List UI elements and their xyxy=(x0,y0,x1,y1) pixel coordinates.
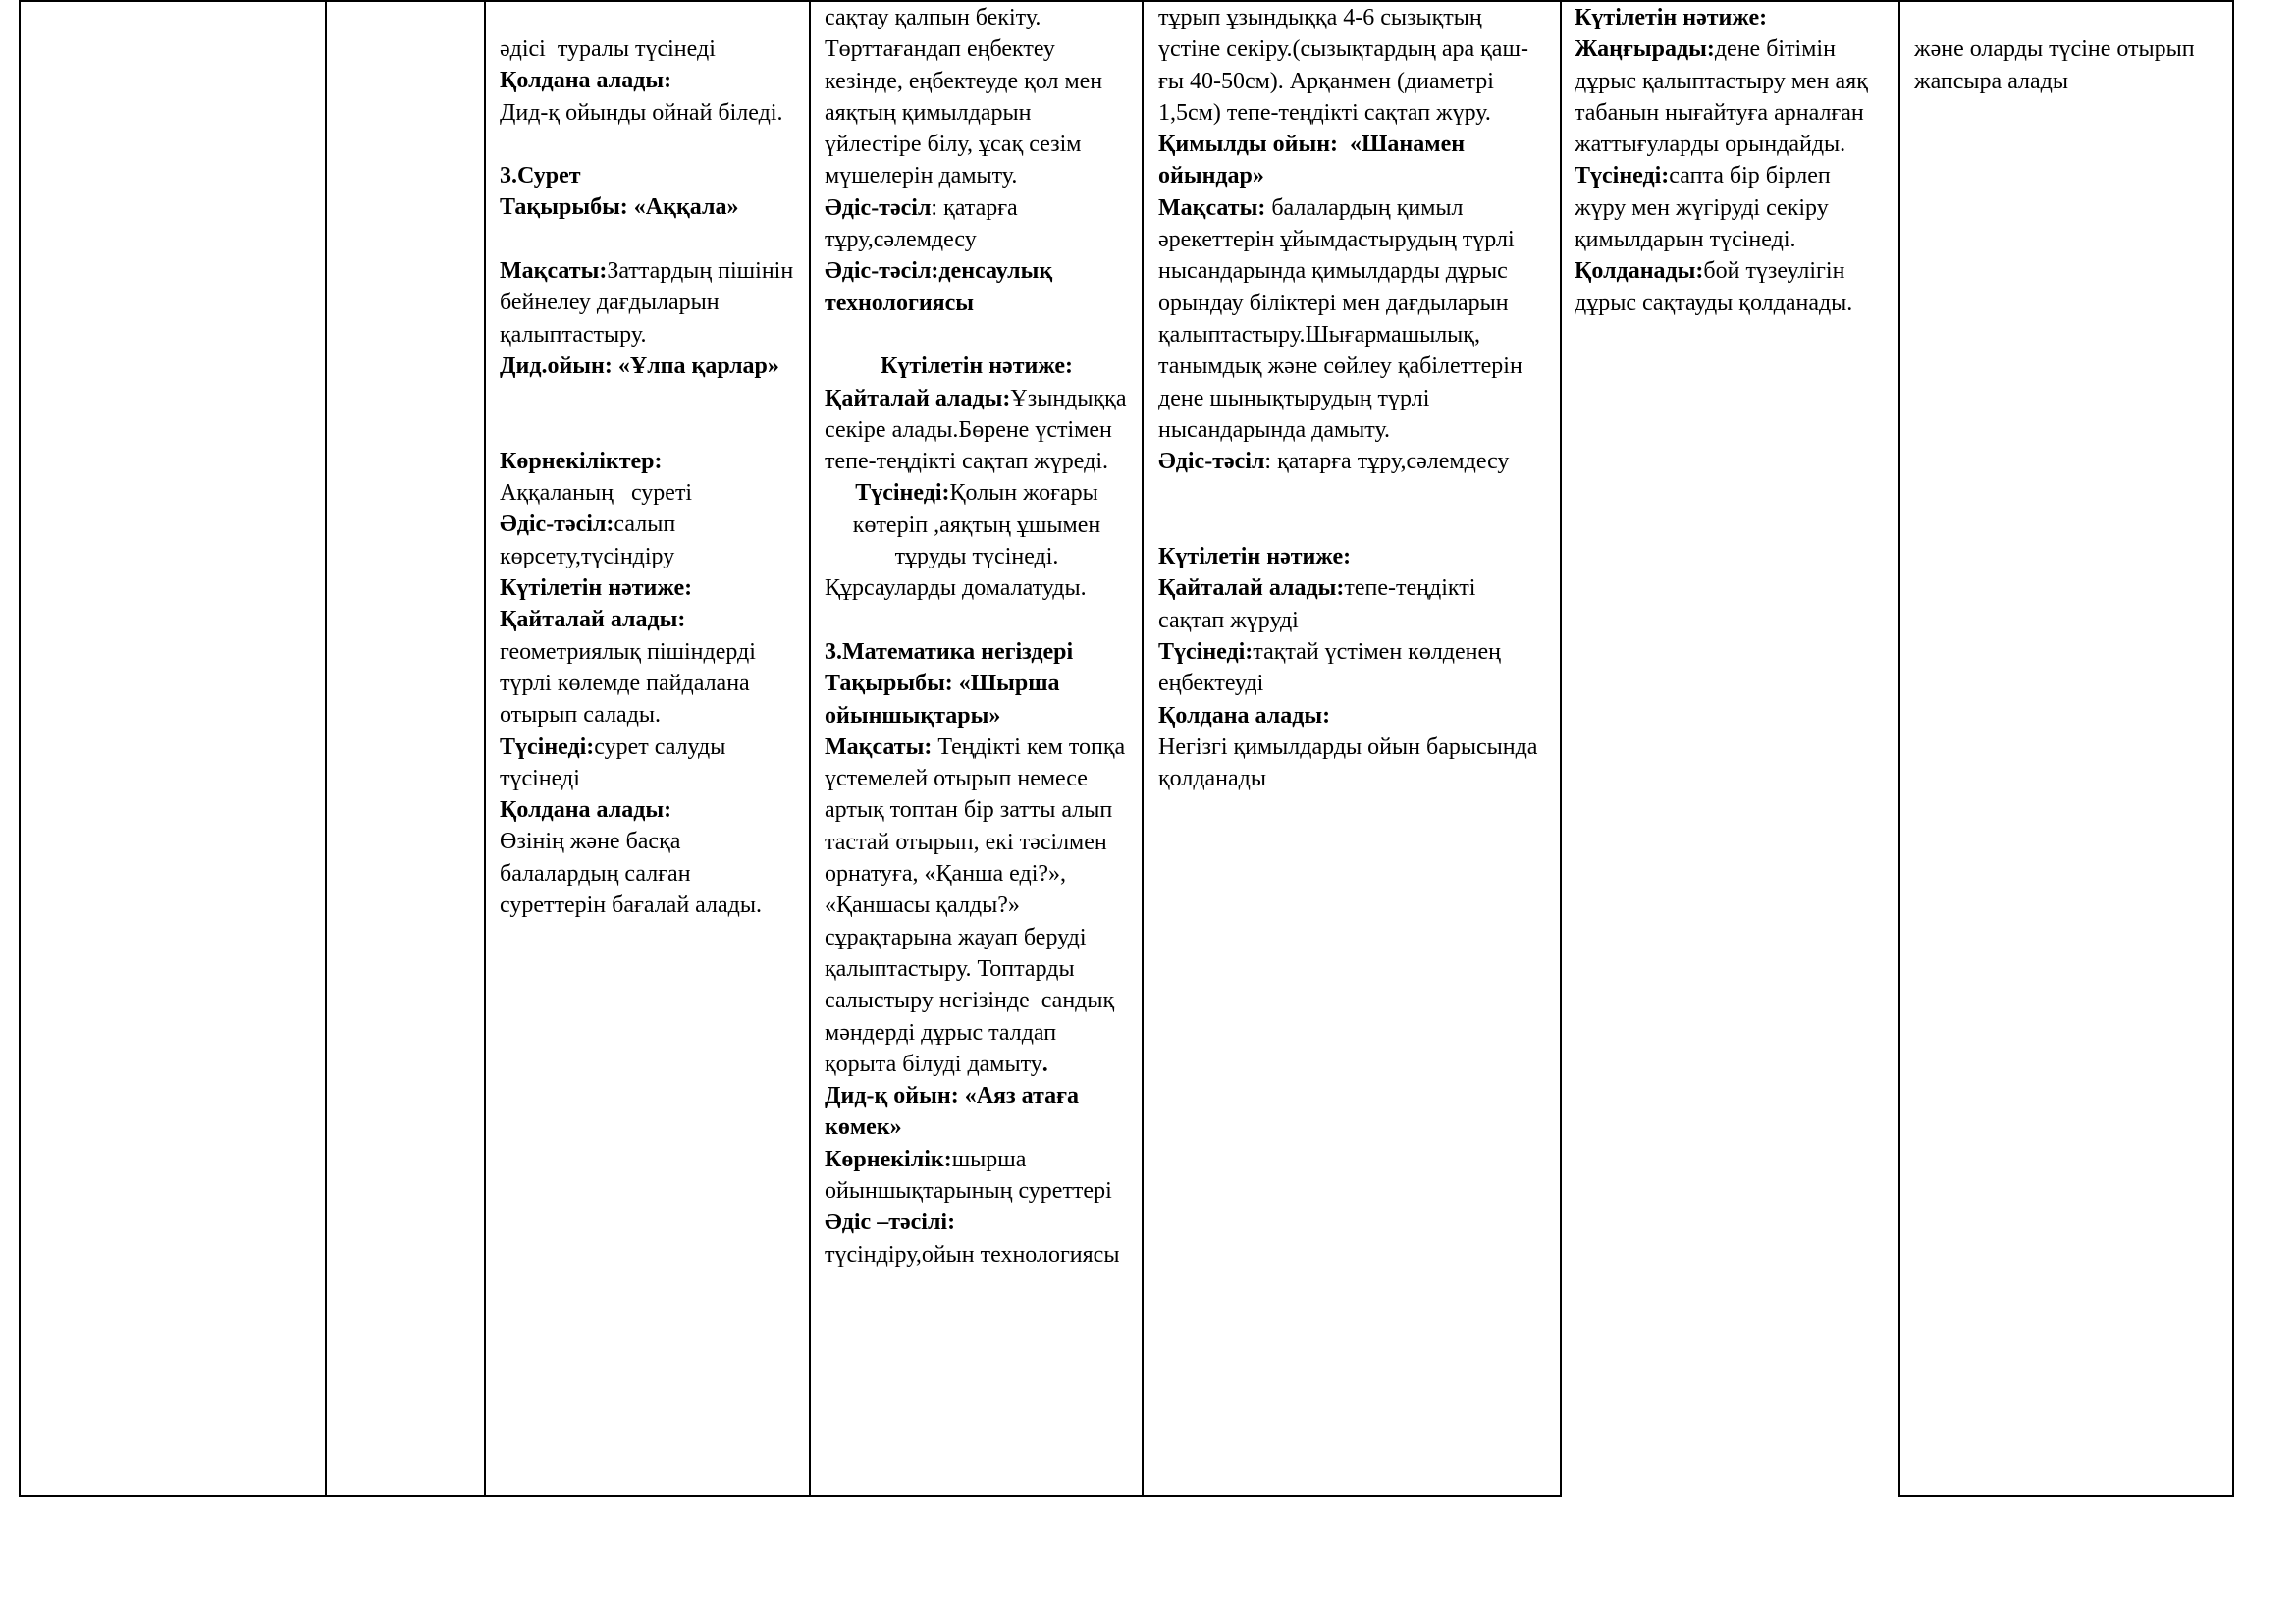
text-run: : қатарға тұру,сәлемдесу xyxy=(825,194,1024,253)
bold-label: Тақырыбы: «Шырша ойыншықтары» xyxy=(825,671,1066,729)
blank-line xyxy=(825,319,1129,351)
bold-label: Дид-қ ойын: «Аяз атаға көмек» xyxy=(825,1083,1086,1141)
cell-paragraph xyxy=(1158,446,1543,477)
cell-paragraph xyxy=(1158,731,1543,795)
blank-line xyxy=(1914,2,2226,33)
text-run: Өзінің және басқа балалардың салған суреттерін бағалай алады. xyxy=(500,829,762,919)
blank-line xyxy=(1158,477,1543,509)
table-border-left xyxy=(19,0,21,1497)
bold-label: Әдіс-тәсіл: xyxy=(500,512,614,538)
table-rule-col-1 xyxy=(325,0,327,1497)
cell-paragraph xyxy=(1158,636,1543,700)
blank-line xyxy=(825,605,1129,636)
text-run: дене бітімін дұрыс қалыптастыру мен аяқ табанын нығайтуға арналған жаттығуларды орындайды. xyxy=(1575,36,1874,158)
bold-label: . xyxy=(1041,1051,1048,1077)
bold-label: Қайталай алады: xyxy=(825,385,1011,411)
text-run: : қатарға тұру,сәлемдесу xyxy=(1264,449,1510,475)
bold-label: Түсінеді: xyxy=(855,480,950,507)
cell-paragraph xyxy=(500,351,794,382)
text-run: балалардың қимыл әрекеттерін ұйымдастырудың түрлі нысандарында қимылдарды дұрыс орындау біліктері мен дағдыларын қалыптастыру.Шығармашылық, танымдық және сөйлеу қабілеттерін дене шынықтырудың түрлі нысандарында дамыту. xyxy=(1158,194,1528,443)
text-run: шырша ойыншықтарының суреттері xyxy=(825,1146,1112,1204)
bold-label: Күтілетін нәтиже: xyxy=(880,353,1074,380)
bold-label: Қолдана алады: xyxy=(500,68,672,94)
cell-paragraph xyxy=(500,477,794,509)
table-cell-activity-physical xyxy=(1158,2,1543,794)
text-run: сапта бір бірлеп жүру мен жүгіруді секіру қимылдарын түсінеді. xyxy=(1575,163,1837,253)
table-border-bottom-left xyxy=(19,1495,1562,1497)
bold-label: Көрнекіліктер: xyxy=(500,448,663,474)
table-cell-activity-art xyxy=(500,33,800,921)
bold-label: Қолдана алады: xyxy=(500,797,672,824)
blank-line xyxy=(1158,510,1543,541)
bold-label: Түсінеді: xyxy=(1575,163,1670,189)
cell-paragraph xyxy=(825,351,1129,382)
cell-paragraph xyxy=(825,2,1129,192)
cell-paragraph xyxy=(500,826,794,921)
cell-paragraph xyxy=(825,668,1129,731)
cell-paragraph xyxy=(825,731,1132,1080)
table-cell-applique xyxy=(1914,2,2226,97)
table-rule-col-5 xyxy=(1560,0,1562,1497)
text-run: Ұзындыққа секіре алады.Бөрене үстімен тепе-теңдікті сақтап жүреді. xyxy=(825,385,1133,475)
cell-paragraph xyxy=(500,794,794,826)
text-run: Негізгі қимылдарды ойын барысында қолданады xyxy=(1158,733,1544,792)
cell-paragraph xyxy=(825,192,1129,256)
table-cell-activity-mathematics xyxy=(825,2,1133,1271)
table-cell-expected-results xyxy=(1575,2,1887,319)
table-cell-col-2 xyxy=(327,2,484,6)
cell-paragraph xyxy=(500,572,794,604)
cell-paragraph xyxy=(825,1144,1129,1208)
cell-paragraph xyxy=(825,1207,1129,1238)
cell-paragraph xyxy=(1575,255,1887,319)
bold-label: Жаңғырады: xyxy=(1575,36,1715,63)
bold-label: Дид.ойын: «Ұлпа қарлар» xyxy=(500,352,779,379)
cell-paragraph xyxy=(500,636,794,731)
table-rule-col-2 xyxy=(484,0,486,1497)
text-run: сақтау қалпын бекіту. Төрттағандап еңбектеу кезінде, еңбектеуде қол мен аяқтың қимылдарын үйлестіре білу, ұсақ сезім мүшелерін дамыту. xyxy=(825,5,1109,189)
cell-paragraph xyxy=(825,1080,1129,1144)
cell-paragraph xyxy=(825,255,1129,319)
cell-paragraph xyxy=(500,65,794,96)
bold-label: Әдіс-тәсіл:денсаулық технологиясы xyxy=(825,258,1059,316)
cell-paragraph xyxy=(825,1239,1129,1271)
bold-label: Мақсаты: xyxy=(825,733,933,760)
text-run: тұрып ұзындыққа 4-6 сызықтың үстіне секіру.(сызықтардың ара қаш-ғы 40-50см). Арқанмен (диаметрі 1,5см) тепе-теңдікті сақтап жүру. xyxy=(1158,5,1528,126)
cell-paragraph xyxy=(1575,160,1887,255)
bold-label: Күтілетін нәтиже: xyxy=(1575,5,1768,30)
bold-label: Мақсаты: xyxy=(500,258,608,285)
cell-paragraph xyxy=(500,160,794,191)
bold-label: Түсінеді: xyxy=(500,733,595,760)
cell-paragraph xyxy=(1158,2,1543,129)
bold-label: Әдіс –тәсілі: xyxy=(825,1210,956,1236)
text-run: Заттардың пішінін бейнелеу дағдыларын қалыптастыру. xyxy=(500,258,800,348)
cell-paragraph xyxy=(500,446,794,477)
cell-paragraph xyxy=(825,383,1133,478)
cell-paragraph xyxy=(1158,541,1543,572)
text-run: бой түзеулігін дұрыс сақтауды қолданады. xyxy=(1575,258,1853,316)
cell-paragraph xyxy=(1575,2,1887,33)
text-run: тақтай үстімен көлденең еңбектеуді xyxy=(1158,638,1507,697)
bold-label: Қолдана алады: xyxy=(1158,702,1331,729)
text-run: және оларды түсіне отырып жапсыра алады xyxy=(1914,36,2201,94)
bold-label: Түсінеді: xyxy=(1158,638,1254,665)
table-border-right xyxy=(2232,0,2234,1497)
bold-label: Тақырыбы: «Аққала» xyxy=(500,194,739,221)
cell-paragraph xyxy=(1158,129,1543,192)
table-cell-col-1 xyxy=(21,2,325,6)
bold-label: Күтілетін нәтиже: xyxy=(1158,544,1352,570)
bold-label: 3.Математика негіздері xyxy=(825,638,1074,665)
cell-paragraph xyxy=(1158,192,1543,446)
text-run: түсіндіру,ойын технологиясы xyxy=(825,1241,1120,1268)
cell-paragraph xyxy=(1158,572,1543,636)
text-run: Қолын жоғары көтеріп ,аяқтың ұшымен тұруды түсінеді. xyxy=(852,480,1107,570)
cell-paragraph xyxy=(500,191,794,223)
text-run: тепе-теңдікті сақтап жүруді xyxy=(1158,575,1482,633)
bold-label: Қайталай алады: xyxy=(1158,575,1345,602)
text-run: Теңдікті кем топқа үстемелей отырып немесе артық топтан бір затты алып тастай отырып, екі тәсілмен орнатуға, «Қанша еді?», «Қаншасы қалды?» сұрақтарына жауап беруді қалыптастыру. Топтарды салыстыру негізінде сандық мәндерді дұрыс талдап қорыта білуді дамыту xyxy=(825,733,1132,1077)
cell-paragraph xyxy=(1914,33,2226,97)
cell-paragraph xyxy=(500,33,794,65)
blank-line xyxy=(500,382,794,413)
bold-label: Қайталай алады: xyxy=(500,607,686,633)
blank-line xyxy=(500,129,794,160)
cell-paragraph xyxy=(500,509,794,572)
cell-paragraph xyxy=(500,731,794,795)
cell-paragraph xyxy=(825,572,1129,604)
bold-label: 3.Сурет xyxy=(500,163,581,189)
bold-label: Күтілетін нәтиже: xyxy=(500,575,693,602)
text-run: әдісі туралы түсінеді xyxy=(500,36,716,62)
bold-label: Қолданады: xyxy=(1575,258,1704,285)
cell-paragraph xyxy=(825,477,1129,572)
cell-paragraph xyxy=(500,604,794,635)
blank-line xyxy=(500,224,794,255)
cell-paragraph xyxy=(500,255,800,351)
cell-paragraph xyxy=(500,97,794,129)
bold-label: Қимылды ойын: «Шанамен ойындар» xyxy=(1158,132,1471,189)
text-run: Құрсауларды домалатуды. xyxy=(825,575,1087,602)
text-run: салып көрсету,түсіндіру xyxy=(500,512,682,569)
table-border-bottom-right xyxy=(1898,1495,2234,1497)
text-run: Аққаланың суреті xyxy=(500,480,693,507)
text-run: геометриялық пішіндерді түрлі көлемде пайдалана отырып салады. xyxy=(500,638,762,729)
text-run: сурет салуды түсінеді xyxy=(500,733,732,791)
blank-line xyxy=(500,414,794,446)
text-run: Дид-қ ойынды ойнай біледі. xyxy=(500,99,783,126)
bold-label: Көрнекілік: xyxy=(825,1146,952,1172)
bold-label: Мақсаты: xyxy=(1158,194,1266,221)
bold-label: Әдіс-тәсіл xyxy=(825,194,932,221)
cell-paragraph xyxy=(825,636,1129,668)
bold-label: Әдіс-тәсіл xyxy=(1158,449,1265,475)
table-rule-col-3 xyxy=(809,0,811,1497)
cell-paragraph xyxy=(1158,700,1543,731)
cell-paragraph xyxy=(1575,33,1887,160)
table-rule-col-6 xyxy=(1898,0,1900,1497)
table-rule-col-4 xyxy=(1142,0,1144,1497)
